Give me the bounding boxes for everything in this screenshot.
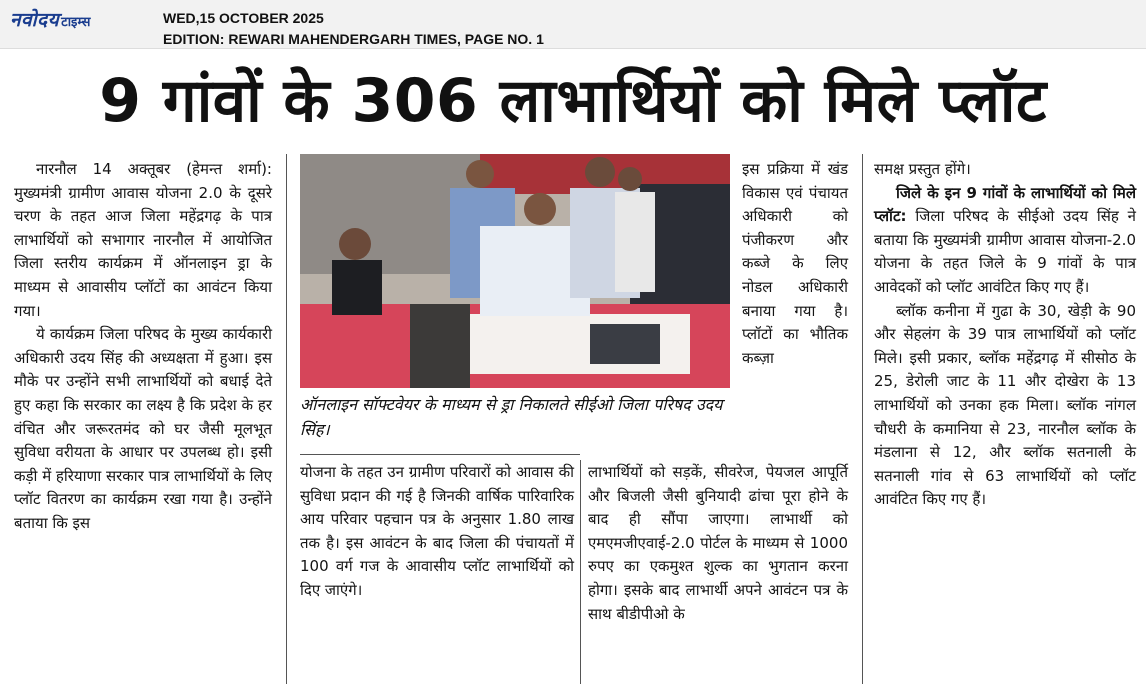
column-divider — [286, 154, 287, 684]
paragraph: इस प्रक्रिया में खंड विकास एवं पंचायत अधिकारी को पंजीकरण और कब्जे के लिए नोडल अधिकारी बनाया गया है। प्लॉटों का भौतिक कब्ज़ा — [742, 160, 848, 367]
masthead-bar — [0, 0, 1146, 49]
edition-line: EDITION: REWARI MAHENDERGARH TIMES, PAGE NO. 1 — [163, 31, 544, 47]
newspaper-logo — [10, 6, 90, 32]
photo-caption: ऑनलाइन सॉफ्टवेयर के माध्यम से ड्रा निकालते सीईओ जिला परिषद उदय सिंह। — [300, 395, 723, 439]
paragraph: योजना के तहत उन ग्रामीण परिवारों को आवास की सुविधा प्रदान की गई है जिनकी वार्षिक पारिवारिक आय परिवार पहचान पत्र के अनुसार 1.80 लाख तक है। इस आवंटन के बाद जिला की पंचायतों में 100 वर्ग गज के आवासीय प्लॉट लाभार्थियों को दिए जाएंगे। — [300, 463, 574, 599]
column-divider — [580, 460, 581, 684]
article-column-2 — [300, 461, 574, 603]
headline: 9 गांवों के 306 लाभार्थियों को मिले प्लॉट — [99, 66, 1047, 136]
photo-illustration — [300, 154, 730, 388]
edition-info — [163, 8, 544, 50]
publication-date: WED,15 OCTOBER 2025 — [163, 10, 324, 26]
paragraph: लाभार्थियों को सड़कें, सीवरेज, पेयजल आपूर्ति और बिजली जैसी बुनियादी ढांचा पूरा होने के बाद ही सौंपा जाएगा। लाभार्थी को एमएमजीएवाई-2.0 पोर्टल के माध्यम से 1000 रुपए का एकमुश्त शुल्क का भुगतान करना होगा। इसके बाद लाभार्थी अपने आवंटन पत्र के साथ बीडीपीओ के — [588, 463, 848, 623]
paragraph: ब्लॉक कनीना में गुढा के 30, खेड़ी के 90 और सेहलंग के 39 पात्र लाभार्थियों को प्लॉट मिले। इसी प्रकार, ब्लॉक महेंद्रगढ़ में सीसोठ के 25, डेरोली जाट के 11 और दोखेरा के 13 लाभार्थियों को उनका हक मिला। ब्लॉक नांगल चौधरी के कमानिया से 23, नारनौल ब्लॉक के मंडलाना से 12, और ब्लॉक सतनाली के सतनाली गांव से 63 लाभार्थियों को प्लॉट आवंटित किए गए हैं। — [874, 301, 1136, 509]
paragraph: समक्ष प्रस्तुत होंगे। — [874, 160, 971, 178]
article-column-3-bottom — [588, 461, 848, 626]
news-photo — [300, 154, 730, 388]
column-divider — [862, 154, 863, 684]
paragraph: ये कार्यक्रम जिला परिषद के मुख्य कार्यकारी अधिकारी उदय सिंह की अध्यक्षता में हुआ। इस मौके पर उन्होंने सभी लाभार्थियों को बधाई देते हुए कहा कि सरकार का लक्ष्य है कि प्रदेश के हर वंचित और जरूरतमंद को घर जैसी मूलभूत सुविधा वरीयता के आधार पर उपलब्ध हो। इसी कड़ी में हरियाणा सरकार पात्र लाभार्थियों के लिए प्लॉट वितरण का कार्यक्रम रखा गया है। उन्होंने बताया कि इस — [14, 325, 272, 532]
subheading: जिले के इन 9 गांवों के लाभार्थियों को मिले प्लॉट: — [874, 183, 1136, 226]
article-column-1 — [14, 158, 272, 536]
paragraph — [874, 182, 1136, 300]
logo-sub: टाइम्स — [61, 15, 91, 30]
paragraph-text: जिला परिषद के सीईओ उदय सिंह ने बताया कि मुख्यमंत्री ग्रामीण आवास योजना-2.0 योजना के तहत जिले के 9 गांवों के पात्र आवेदकों को प्लॉट आवंटित किए गए हैं। — [874, 207, 1136, 296]
article-column-3-top — [742, 158, 848, 370]
logo-main: नवोदय — [10, 9, 60, 31]
paragraph: नारनौल 14 अक्तूबर (हेमन्त शर्मा): मुख्यमंत्री ग्रामीण आवास योजना 2.0 के दूसरे चरण के तहत आज जिला महेंद्रगढ़ के पात्र लाभार्थियों को सभागार नारनौल में आयोजित जिला स्तरीय कार्यक्रम में ऑनलाइन ड्रा के माध्यम से आवासीय प्लॉटों का आवंटन किया गया। — [14, 160, 272, 320]
article-column-4 — [874, 158, 1136, 512]
caption-divider — [300, 454, 580, 455]
